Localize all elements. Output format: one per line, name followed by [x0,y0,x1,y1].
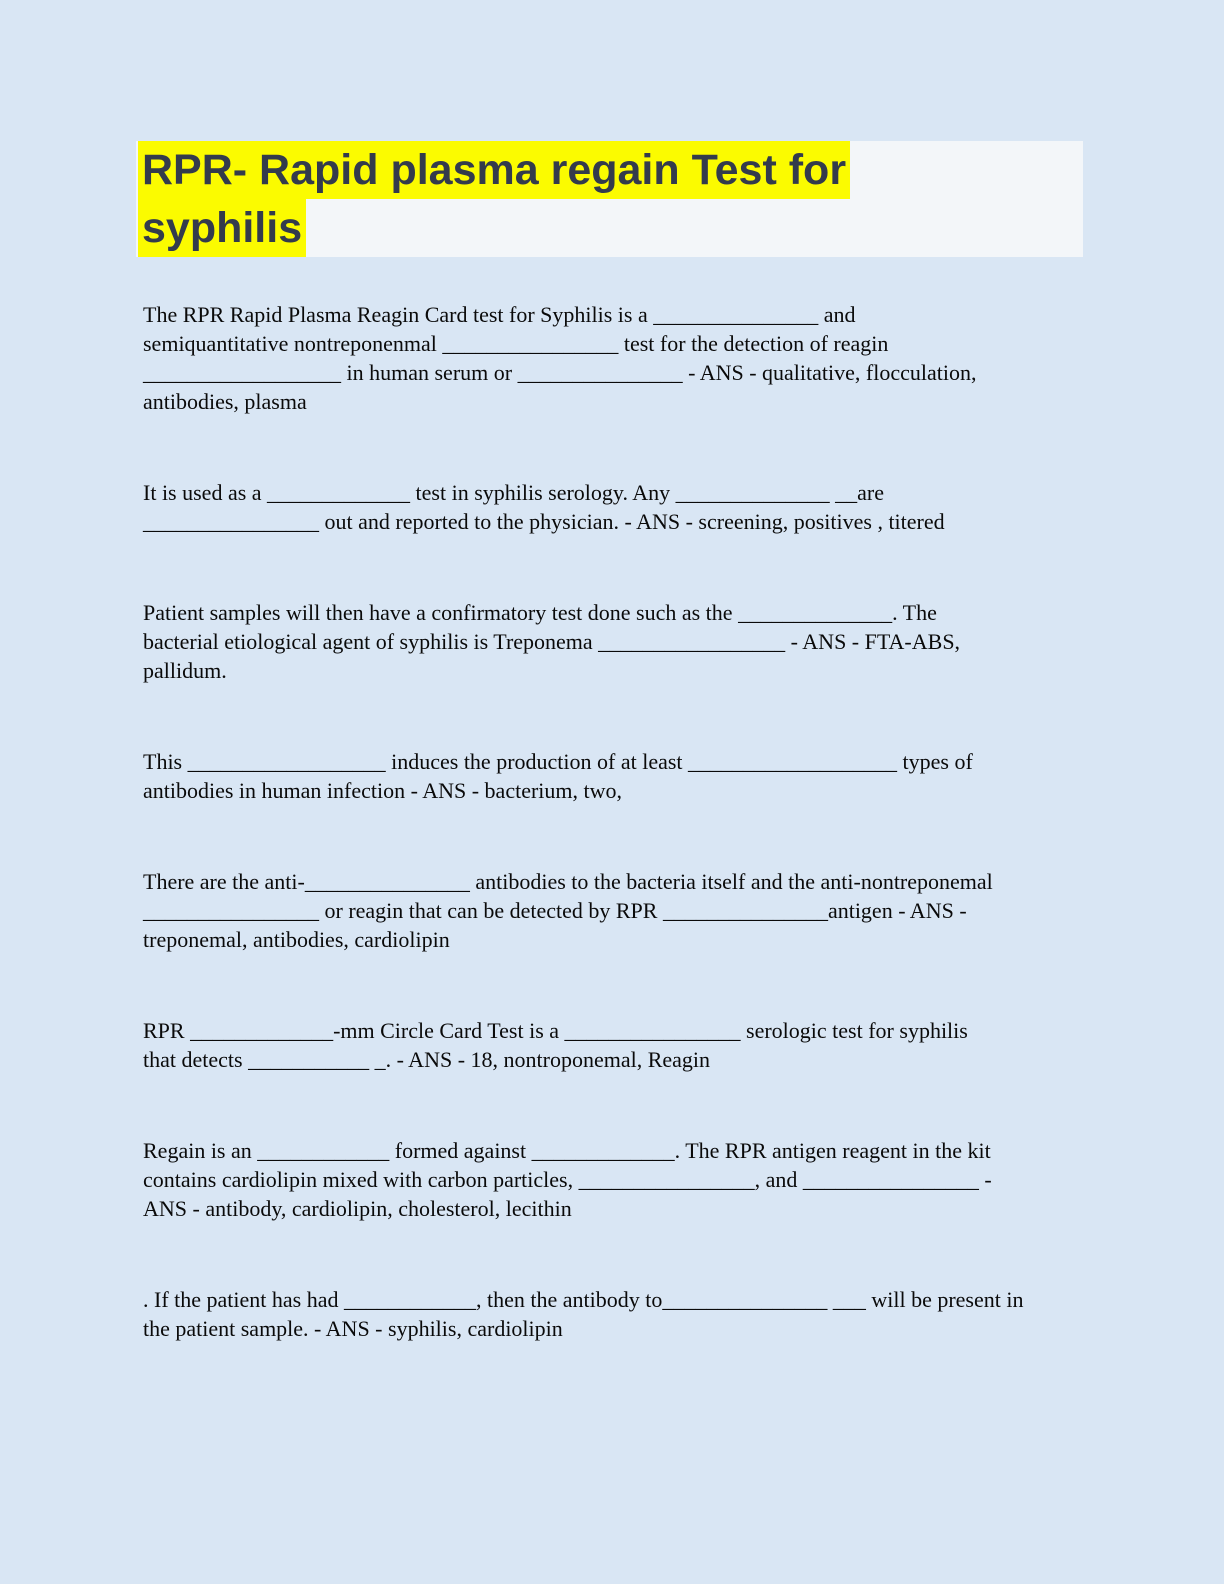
paragraph [143,1016,1081,1074]
paragraph-line: There are the anti-_______________ antibodies to the bacteria itself and the anti-nontreponemal [143,869,993,894]
page-title [136,141,978,257]
paragraph-line: This __________________ induces the production of at least ___________________ types of [143,749,973,774]
paragraph-line: ________________ out and reported to the physician. - ANS - screening, positives , titered [143,509,945,534]
paragraph-line: pallidum. [143,658,227,683]
paragraph-line: antibodies, plasma [143,389,307,414]
paragraph-line: bacterial etiological agent of syphilis is Treponema _________________ - ANS - FTA-ABS, [143,629,961,654]
paragraph [143,1285,1081,1343]
paragraph-line: ________________ or reagin that can be detected by RPR _______________antigen - ANS - [143,898,967,923]
title-highlight: RPR- Rapid plasma regain Test for syphilis [138,141,850,257]
paragraph-line: Regain is an ____________ formed against _____________. The RPR antigen reagent in the kit [143,1138,991,1163]
paragraph-line: . If the patient has had ____________, then the antibody to_______________ ___ will be present in [143,1287,1024,1312]
paragraph [143,747,1081,805]
paragraph-line: the patient sample. - ANS - syphilis, cardiolipin [143,1316,563,1341]
paragraph-line: The RPR Rapid Plasma Reagin Card test for Syphilis is a _______________ and [143,302,856,327]
paragraph-line: __________________ in human serum or _______________ - ANS - qualitative, flocculation, [143,360,977,385]
paragraph-line: treponemal, antibodies, cardiolipin [143,927,450,952]
paragraph [143,867,1081,954]
paragraph [143,598,1081,685]
paragraph-line: RPR _____________-mm Circle Card Test is a ________________ serologic test for syphilis [143,1018,968,1043]
title-block [136,141,1083,257]
paragraph-line: that detects ___________ _. - ANS - 18, nontroponemal, Reagin [143,1047,711,1072]
paragraph-line: contains cardiolipin mixed with carbon particles, ________________, and ________________ - [143,1167,992,1192]
paragraph-line: It is used as a _____________ test in syphilis serology. Any ______________ __are [143,480,885,505]
paragraph [143,1136,1081,1223]
paragraph-line: semiquantitative nontreponenmal ________________ test for the detection of reagin [143,331,889,356]
paragraph [143,478,1081,536]
paragraph [143,300,1081,416]
paragraph-line: Patient samples will then have a confirmatory test done such as the ______________. The [143,600,937,625]
document-body [136,300,1081,1343]
paragraph-line: ANS - antibody, cardiolipin, cholesterol, lecithin [143,1196,572,1221]
paragraph-line: antibodies in human infection - ANS - bacterium, two, [143,778,623,803]
